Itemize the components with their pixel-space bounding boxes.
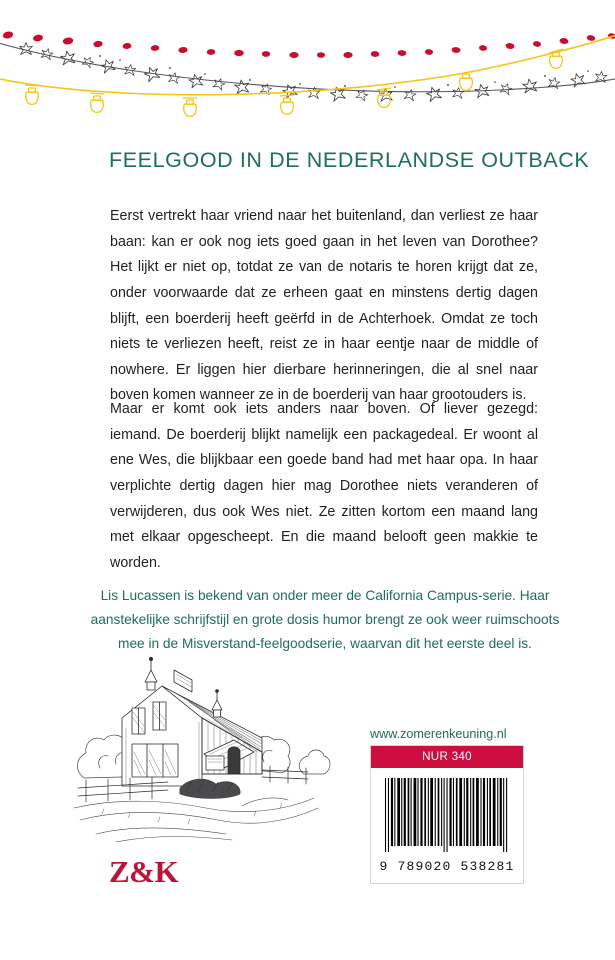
publisher-logo: Z&K (109, 854, 179, 889)
festive-garland-illustration (0, 0, 615, 135)
blurb-paragraph-1: Eerst vertrekt haar vriend naar het buitenland, dan verliest ze haar baan: kan er ook nog iets goed gaan in het leven van Dorothee? Het lijkt er niet op, totdat ze van de notaris te horen krijgt dat ze, onder voorwaarde dat ze erheen gaat en minstens dertig dagen blijft, een boerderij heeft geërfd in de Achterhoek. Omdat ze toch niets te verliezen heeft, reist ze in haar eentje naar de middle of nowhere. Er liggen hier dierbare herinneringen, die al snel naar boven komen wanneer ze in de boerderij van haar grootouders is. (110, 208, 538, 404)
barcode-card (370, 745, 524, 884)
red-berry-dots (2, 31, 615, 58)
ean13-barcode (383, 778, 511, 852)
isbn-number: 9 789020 538281 (379, 859, 515, 874)
string-lights (0, 34, 615, 116)
light-bulb-icon (26, 88, 39, 104)
publisher-website[interactable]: www.zomerenkeuning.nl (370, 727, 507, 741)
light-bulb-icon (550, 52, 563, 68)
farmhouse-pen-ink-illustration (56, 648, 346, 848)
light-bulb-icon (184, 100, 197, 116)
barcode-area (371, 768, 523, 858)
floral-leaf-garland (0, 42, 615, 102)
author-note: Lis Lucassen is bekend van onder meer de California Campus-serie. Haar aanstekelijke schrijfstijl en grote dosis humor brengt ze ook weer ruimschoots mee in de Misverstand-feelgoodserie, waarvan dit het eerste deel is. (90, 587, 560, 651)
barcode-block (370, 726, 526, 884)
nur-code-badge: NUR 340 (371, 746, 523, 768)
light-bulb-icon (460, 74, 473, 90)
light-bulb-icon (378, 91, 391, 107)
light-bulb-icon (91, 96, 104, 112)
page-title: FEELGOOD IN DE NEDERLANDSE OUTBACK (109, 148, 590, 172)
blurb-paragraph-2: Maar er komt ook iets anders naar boven. Of liever gezegd: iemand. De boerderij blijkt namelijk een packagedeal. Er woont al ene Wes, die blijkbaar een goede band had met haar opa. In haar verplichte dertig dagen hier mag Dorothee niets veranderen of verwijderen, dus ook Wes niet. Ze zitten kortom een maand lang met elkaar opgescheept. En die maand belooft geen makkie te worden. (110, 401, 538, 571)
light-bulb-icon (281, 98, 294, 114)
